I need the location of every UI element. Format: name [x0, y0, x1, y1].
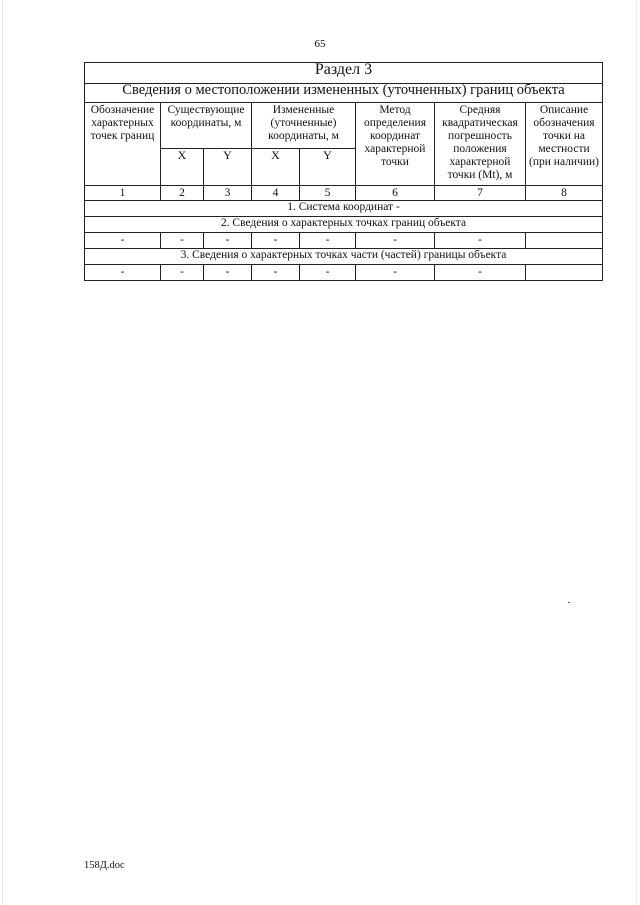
table-cell: - [356, 265, 435, 281]
table-cell: - [435, 265, 526, 281]
scan-speck [568, 602, 570, 603]
header-existing-x: X [161, 149, 204, 186]
table-cell [526, 233, 603, 249]
coordinate-system-row: 1. Система координат - [85, 201, 603, 217]
table-cell: - [252, 233, 300, 249]
scan-edge-left [2, 0, 3, 905]
table-cell [526, 265, 603, 281]
header-existing-y: Y [204, 149, 252, 186]
boundary-table [84, 62, 603, 281]
section-subtitle: Сведения о местоположении измененных (уточненных) границ объекта [85, 84, 603, 103]
scan-edge-right [636, 0, 637, 905]
column-number: 3 [204, 186, 252, 201]
header-point-designation: Обозначение характерных точек границ [85, 103, 161, 186]
table-cell: - [356, 233, 435, 249]
header-changed-coordinates: Измененные (уточненные) координаты, м [252, 103, 356, 149]
header-description: Описание обозначения точки на местности (при наличии) [526, 103, 603, 186]
column-number: 8 [526, 186, 603, 201]
column-number: 4 [252, 186, 300, 201]
part-points-row: 3. Сведения о характерных точках части (частей) границы объекта [85, 249, 603, 265]
header-changed-y: Y [300, 149, 356, 186]
table-cell: - [435, 233, 526, 249]
table-cell: - [85, 233, 161, 249]
table-cell: - [204, 265, 252, 281]
column-number: 7 [435, 186, 526, 201]
boundary-points-row: 2. Сведения о характерных точках границ объекта [85, 217, 603, 233]
column-number: 6 [356, 186, 435, 201]
table-cell: - [252, 265, 300, 281]
page-number: 65 [314, 38, 326, 50]
table-cell: - [300, 265, 356, 281]
table-cell: - [204, 233, 252, 249]
column-number: 2 [161, 186, 204, 201]
table-cell: - [85, 265, 161, 281]
table-cell: - [300, 233, 356, 249]
column-number: 5 [300, 186, 356, 201]
table-cell: - [161, 233, 204, 249]
header-method: Метод определения координат характерной точки [356, 103, 435, 186]
column-number: 1 [85, 186, 161, 201]
header-changed-x: X [252, 149, 300, 186]
table-cell: - [161, 265, 204, 281]
section-title: Раздел 3 [85, 63, 603, 84]
header-existing-coordinates: Существующие координаты, м [161, 103, 252, 149]
footer-filename: 158Д.doc [84, 860, 125, 871]
header-mean-error: Средняя квадратическая погрешность положения характерной точки (Mt), м [435, 103, 526, 186]
